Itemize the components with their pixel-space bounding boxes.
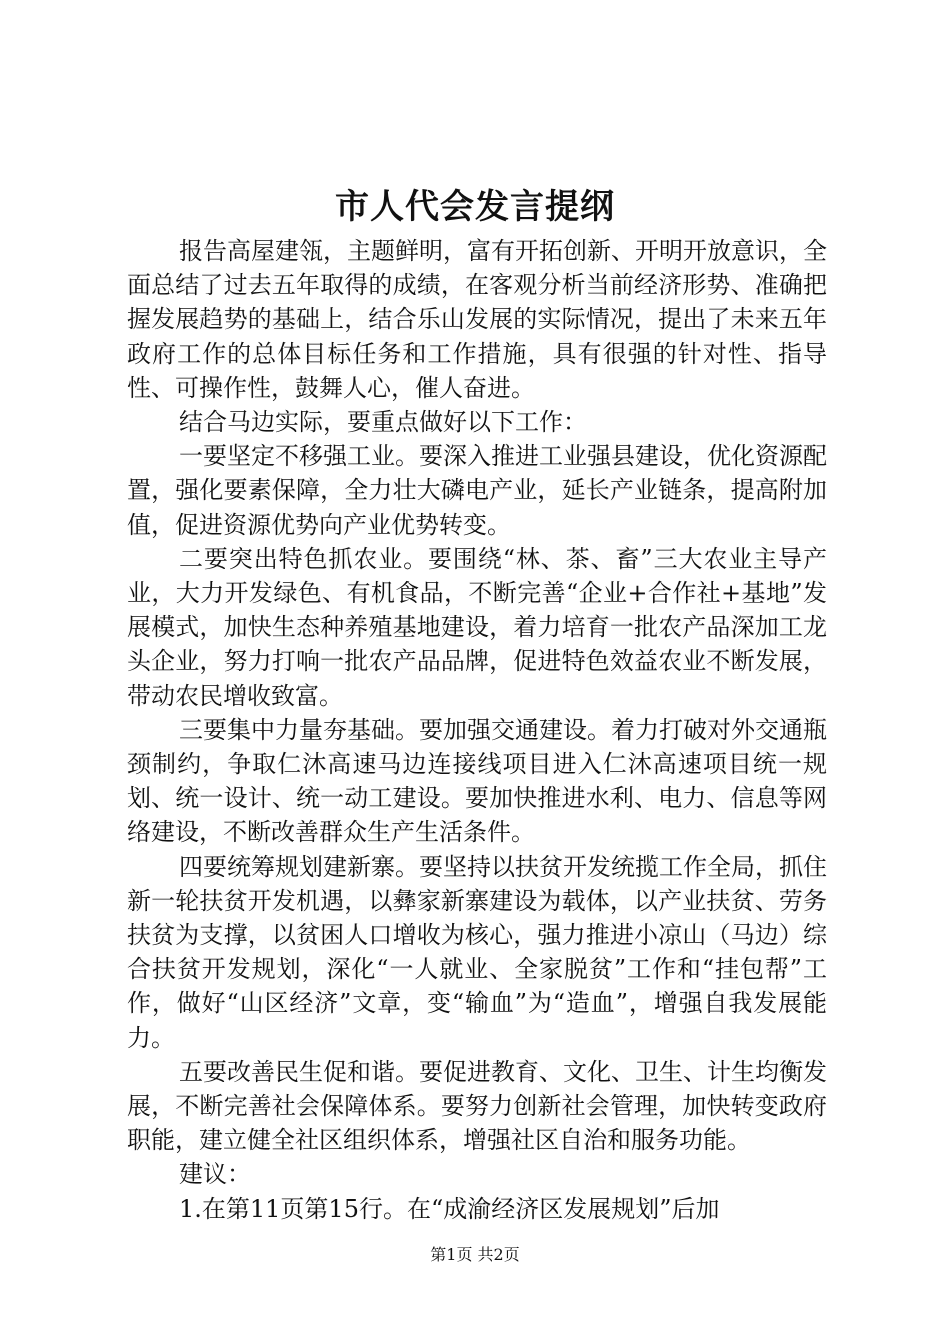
- infrastructure-paragraph: 三要集中力量夯基础。要加强交通建设。着力打破对外交通瓶颈制约，争取仁沐高速马边连接线项目进入仁沐高速项目统一规划、统一设计、统一动工建设。要加快推进水利、电力、信息等网络建设，不断改善群众生产生活条件。: [127, 715, 827, 847]
- poverty-alleviation-paragraph: 四要统筹规划建新寨。要坚持以扶贫开发统揽工作全局，抓住新一轮扶贫开发机遇，以彝家新寨建设为载体，以产业扶贫、劳务扶贫为支撑，以贫困人口增收为核心，强力推进小凉山（马边）综合扶贫开发规划，深化“一人就业、全家脱贫”工作和“挂包帮”工作，做好“山区经济”文章，变“输血”为“造血”，增强自我发展能力。: [127, 852, 827, 1052]
- industry-paragraph: 一要坚定不移强工业。要深入推进工业强县建设，优化资源配置，强化要素保障，全力壮大磷电产业，延长产业链条，提高附加值，促进资源优势向产业优势转变。: [127, 442, 827, 539]
- agriculture-paragraph: 二要突出特色抓农业。要围绕“林、茶、畜”三大农业主导产业，大力开发绿色、有机食品，不断完善“企业+合作社+基地”发展模式，加快生态种养殖基地建设，着力培育一批农产品深加工龙头企业，努力打响一批农产品品牌，促进特色效益农业不断发展，带动农民增收致富。: [127, 544, 827, 710]
- suggestion-item-1: 1.在第11页第15行。在“成渝经济区发展规划”后加: [179, 1194, 720, 1223]
- livelihood-paragraph: 五要改善民生促和谐。要促进教育、文化、卫生、计生均衡发展，不断完善社会保障体系。要努力创新社会管理，加快转变政府职能，建立健全社区组织体系，增强社区自治和服务功能。: [127, 1057, 827, 1155]
- lead-in-paragraph: 结合马边实际，要重点做好以下工作：: [179, 408, 587, 437]
- document-body: [127, 234, 827, 1226]
- suggestions-heading: 建议：: [179, 1160, 251, 1189]
- intro-paragraph: 报告高屋建瓴，主题鲜明，富有开拓创新、开明开放意识，全面总结了过去五年取得的成绩，在客观分析当前经济形势、准确把握发展趋势的基础上，结合乐山发展的实际情况，提出了未来五年政府工作的总体目标任务和工作措施，具有很强的针对性、指导性、可操作性，鼓舞人心，催人奋进。: [127, 237, 827, 402]
- page-title: 市人代会发言提纲: [335, 187, 615, 227]
- page-footer: 第1页 共2页: [430, 1245, 520, 1264]
